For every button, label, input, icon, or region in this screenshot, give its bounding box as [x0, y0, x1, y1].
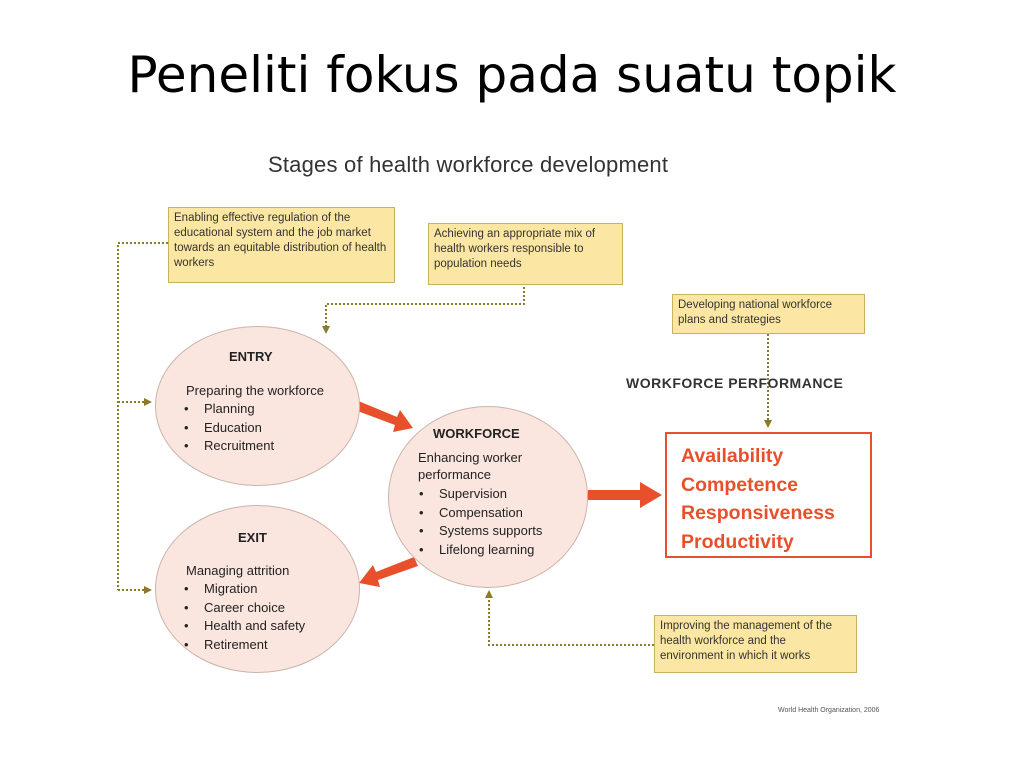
list-item — [419, 504, 542, 523]
arrow-workforce-to-exit — [359, 557, 418, 587]
entry-list — [184, 400, 274, 456]
entry-item-label: Education — [204, 419, 262, 435]
workforce-performance-label: WORKFORCE PERFORMANCE — [626, 375, 844, 391]
note-management: Improving the management of the health workforce and the environment in which it works — [654, 615, 857, 673]
exit-list — [184, 580, 305, 654]
slide-title: Peneliti fokus pada suatu topik — [127, 46, 897, 104]
connector-management-to-workforce — [489, 592, 654, 645]
note-workforce-plans: Developing national workforce plans and strategies — [672, 294, 865, 334]
workforce-list — [419, 485, 542, 559]
entry-subtitle: Preparing the workforce — [186, 383, 325, 398]
list-item — [419, 485, 542, 504]
list-item — [184, 599, 305, 618]
list-item — [184, 580, 305, 599]
workforce-item-label: Systems supports — [439, 523, 543, 538]
entry-heading: ENTRY — [229, 349, 273, 364]
exit-item-label: Retirement — [204, 636, 268, 652]
exit-item-label: Migration — [204, 581, 258, 596]
exit-item-label: Health and safety — [204, 618, 306, 633]
list-item — [184, 617, 305, 636]
list-item — [419, 522, 542, 541]
entry-circle — [155, 326, 360, 486]
list-item — [419, 541, 542, 560]
arrow-workforce-to-outcomes — [588, 482, 662, 508]
entry-item-label: Planning — [204, 401, 255, 416]
outcome-productivity: Productivity — [681, 530, 794, 553]
outcome-availability: Availability — [681, 445, 784, 467]
outcomes-box — [665, 432, 872, 558]
outcome-responsiveness: Responsiveness — [681, 502, 835, 524]
workforce-circle — [388, 406, 588, 588]
list-item — [184, 437, 274, 456]
list-item — [184, 636, 305, 655]
workforce-subtitle: Enhancing worker performance — [418, 450, 523, 482]
list-item — [184, 419, 274, 438]
connector-mix-to-entry — [326, 287, 524, 332]
diagram-title: Stages of health workforce development — [268, 152, 669, 177]
arrow-entry-to-workforce — [352, 400, 413, 432]
exit-circle — [155, 505, 360, 673]
outcome-competence: Competence — [681, 473, 799, 496]
exit-item-label: Career choice — [204, 599, 285, 615]
workforce-item-label: Compensation — [439, 504, 523, 520]
note-regulation: Enabling effective regulation of the educational system and the job market towards an equitable distribution of health workers — [168, 207, 395, 283]
workforce-heading: WORKFORCE — [433, 426, 520, 441]
note-population-mix: Achieving an appropriate mix of health workers responsible to population needs — [428, 223, 623, 285]
workforce-item-label: Supervision — [439, 486, 507, 501]
workforce-item-label: Lifelong learning — [439, 541, 535, 557]
exit-subtitle: Managing attrition — [186, 563, 290, 578]
list-item — [184, 400, 274, 419]
exit-heading: EXIT — [238, 530, 267, 545]
source-credit: World Health Organization, 2006 — [778, 707, 880, 714]
entry-item-label: Recruitment — [204, 438, 275, 453]
